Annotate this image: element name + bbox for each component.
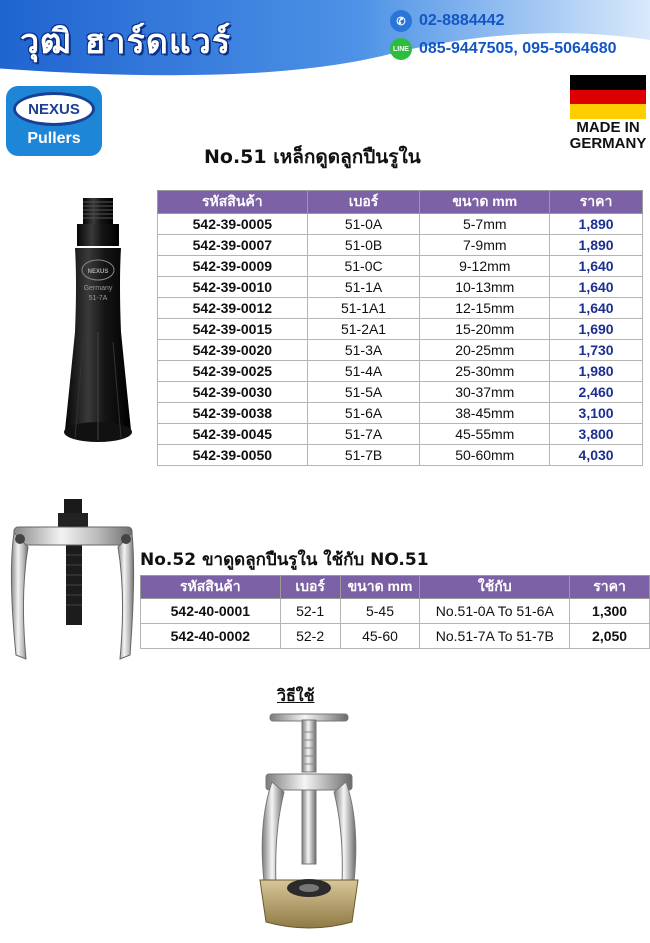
cell-range: 7-9mm (420, 235, 550, 256)
col-header-price: ราคา (550, 191, 643, 214)
table-row (158, 235, 643, 256)
puller-legs-image (6, 495, 136, 667)
cell-size-no: 51-7A (307, 424, 420, 445)
germany-flag (570, 75, 646, 119)
cell-code: 542-39-0009 (158, 256, 308, 277)
cell-size-no: 51-7B (307, 445, 420, 466)
product52-table (140, 575, 650, 649)
cell-code: 542-39-0050 (158, 445, 308, 466)
line-icon: LINE (390, 38, 412, 60)
table-row (158, 319, 643, 340)
cell-code: 542-39-0038 (158, 403, 308, 424)
cell-size-no: 51-1A (307, 277, 420, 298)
cell-size-no: 51-5A (307, 382, 420, 403)
cell-range: 50-60mm (420, 445, 550, 466)
cell-price: 1,730 (550, 340, 643, 361)
cell-range: 5-7mm (420, 214, 550, 235)
cell-range: 5-45 (340, 599, 420, 624)
phone-icon: ✆ (390, 10, 412, 32)
country-label: GERMANY (569, 135, 647, 152)
cell-price: 3,100 (550, 403, 643, 424)
table-row (158, 277, 643, 298)
cell-code: 542-39-0015 (158, 319, 308, 340)
shop-name: วุฒิ ฮาร์ดแวร์ (20, 22, 232, 62)
col-header-size-no: เบอร์ (280, 576, 340, 599)
product51-table (157, 190, 643, 466)
cell-range: 12-15mm (420, 298, 550, 319)
engraving-brand: NEXUS (87, 269, 109, 275)
cell-range: 38-45mm (420, 403, 550, 424)
table-header-row (158, 191, 643, 214)
product52-title: No.52 ขาดูดลูกปืนรูใน ใช้กับ NO.51 (140, 550, 429, 570)
cell-range: 45-60 (340, 624, 420, 649)
cell-price: 1,890 (550, 235, 643, 256)
logo-oval (13, 92, 95, 126)
cell-range: 25-30mm (420, 361, 550, 382)
table-row (158, 256, 643, 277)
col-header-size-no: เบอร์ (307, 191, 420, 214)
cell-price: 1,640 (550, 256, 643, 277)
table-row (158, 403, 643, 424)
cell-code: 542-40-0002 (141, 624, 281, 649)
line-numbers: 085-9447505, 095-5064680 (419, 40, 617, 57)
cell-size-no: 51-4A (307, 361, 420, 382)
flag-stripe-red (570, 90, 646, 105)
cell-size-no: 51-6A (307, 403, 420, 424)
cell-code: 542-39-0010 (158, 277, 308, 298)
cell-size-no: 51-0C (307, 256, 420, 277)
flag-stripe-black (570, 75, 646, 90)
engraving-country: Germany (83, 285, 113, 292)
cell-size-no: 52-2 (280, 624, 340, 649)
cell-price: 1,300 (570, 599, 650, 624)
cell-size-no: 51-0A (307, 214, 420, 235)
table-row (158, 361, 643, 382)
logo-pullers: Pullers (27, 130, 81, 147)
cell-size-no: 51-0B (307, 235, 420, 256)
line-contact[interactable] (390, 38, 617, 60)
cell-price: 1,690 (550, 319, 643, 340)
table-header-row (141, 576, 650, 599)
cell-price: 2,460 (550, 382, 643, 403)
product51-title: No.51 เหล็กดูดลูกปืนรูใน (204, 146, 421, 168)
col-header-price: ราคา (570, 576, 650, 599)
table-row (158, 214, 643, 235)
cell-code: 542-39-0005 (158, 214, 308, 235)
header-banner (0, 0, 650, 76)
cell-price: 2,050 (570, 624, 650, 649)
cell-price: 4,030 (550, 445, 643, 466)
cell-code: 542-39-0045 (158, 424, 308, 445)
cell-range: 15-20mm (420, 319, 550, 340)
cell-size-no: 52-1 (280, 599, 340, 624)
cell-code: 542-39-0020 (158, 340, 308, 361)
col-header-use-with: ใช้กับ (420, 576, 570, 599)
cell-code: 542-39-0025 (158, 361, 308, 382)
cell-size-no: 51-2A1 (307, 319, 420, 340)
cell-price: 1,890 (550, 214, 643, 235)
cell-price: 1,980 (550, 361, 643, 382)
phone-number: 02-8884442 (419, 12, 505, 29)
inner-bearing-puller-image (55, 192, 140, 450)
flag-stripe-gold (570, 104, 646, 119)
col-header-code: รหัสสินค้า (158, 191, 308, 214)
cell-price: 1,640 (550, 277, 643, 298)
table-row (158, 424, 643, 445)
col-header-range: ขนาด mm (340, 576, 420, 599)
usage-label: วิธีใช้ (277, 686, 315, 705)
cell-code: 542-39-0012 (158, 298, 308, 319)
made-in-label: MADE IN (576, 119, 640, 136)
cell-range: 10-13mm (420, 277, 550, 298)
cell-code: 542-40-0001 (141, 599, 281, 624)
table-row (158, 298, 643, 319)
table-row (141, 599, 650, 624)
table-row (158, 382, 643, 403)
phone-contact[interactable] (390, 10, 504, 32)
cell-use-with: No.51-7A To 51-7B (420, 624, 570, 649)
cell-price: 3,800 (550, 424, 643, 445)
cell-range: 45-55mm (420, 424, 550, 445)
cell-code: 542-39-0007 (158, 235, 308, 256)
table-row (158, 340, 643, 361)
cell-code: 542-39-0030 (158, 382, 308, 403)
table-row (141, 624, 650, 649)
nexus-logo (6, 86, 102, 156)
cell-range: 20-25mm (420, 340, 550, 361)
usage-demo-image (258, 712, 360, 937)
engraving-model: 51-7A (88, 295, 108, 302)
made-in-germany (566, 120, 650, 152)
cell-size-no: 51-1A1 (307, 298, 420, 319)
logo-brand: NEXUS (28, 100, 80, 118)
col-header-range: ขนาด mm (420, 191, 550, 214)
cell-use-with: No.51-0A To 51-6A (420, 599, 570, 624)
table-row (158, 445, 643, 466)
cell-range: 30-37mm (420, 382, 550, 403)
cell-range: 9-12mm (420, 256, 550, 277)
col-header-code: รหัสสินค้า (141, 576, 281, 599)
cell-price: 1,640 (550, 298, 643, 319)
cell-size-no: 51-3A (307, 340, 420, 361)
